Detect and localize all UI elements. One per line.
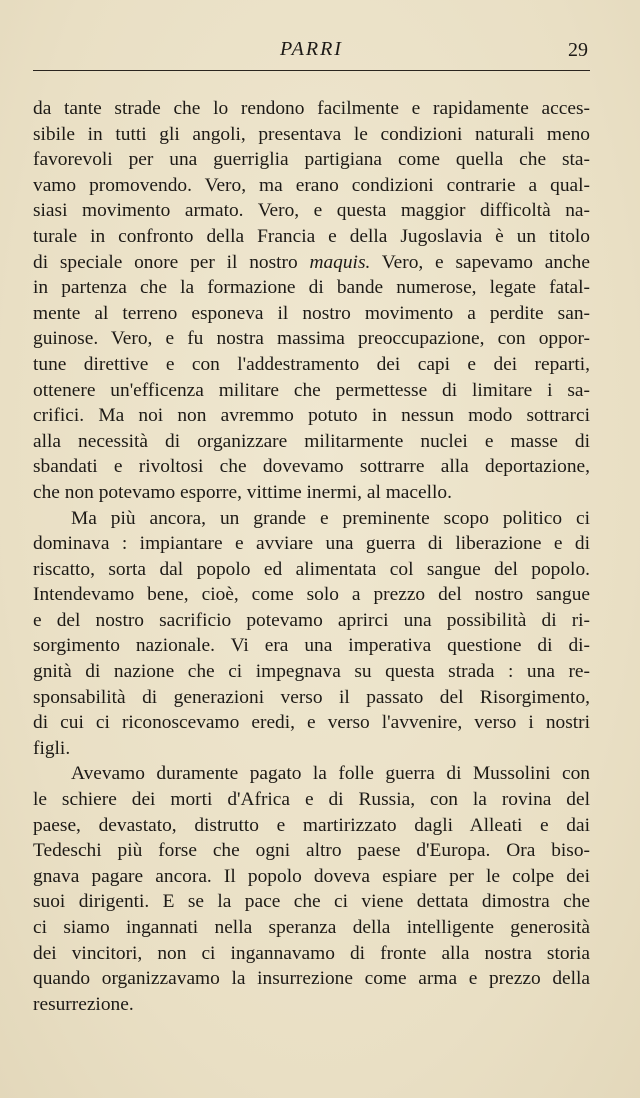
text-line: sponsabilità di generazioni verso il passato del Risorgimento, [33, 686, 590, 708]
text-line: suoi dirigenti. E se la pace che ci viene dettata dimostra che [33, 891, 590, 913]
book-page [33, 0, 590, 1098]
text-line-with-italic [33, 250, 590, 276]
text-line: crifici. Ma noi non avremmo potuto in nessun modo sottrarci [33, 405, 590, 427]
text-line: di cui ci riconoscevamo eredi, e verso l'avvenire, verso i nostri [33, 712, 590, 734]
page-number: 29 [568, 39, 588, 61]
text-line: paese, devastato, distrutto e martirizzato dagli Alleati e dai [33, 814, 590, 836]
text-line: favorevoli per una guerriglia partigiana come quella che sta- [33, 149, 590, 171]
text-line: sibile in tutti gli angoli, presentava le condizioni naturali meno [33, 123, 590, 145]
text-line: riscatto, sorta dal popolo ed alimentata col sangue del popolo. [33, 558, 590, 580]
text-line: Ma più ancora, un grande e preminente scopo politico ci [71, 507, 590, 529]
paragraph-3 [33, 761, 590, 1017]
text-line: alla necessità di organizzare militarmente nuclei e masse di [33, 430, 590, 452]
text-line: dominava : impiantare e avviare una guerra di liberazione e di [33, 533, 590, 555]
running-title: PARRI [280, 38, 343, 60]
text-line: gnava pagare ancora. Il popolo doveva espiare per le colpe dei [33, 865, 590, 887]
text-fragment: Vero, e sapevamo anche [370, 251, 590, 273]
text-line: Tedeschi più forse che ogni altro paese d'Europa. Ora biso- [33, 840, 590, 862]
header-rule [33, 70, 590, 71]
text-line: mente al terreno esponeva il nostro movimento a perdite san- [33, 302, 590, 324]
text-line: le schiere dei morti d'Africa e di Russia, con la rovina del [33, 789, 590, 811]
text-line: figli. [33, 737, 71, 759]
text-line: sorgimento nazionale. Vi era una imperativa questione di di- [33, 635, 590, 657]
text-line: gnità di nazione che ci impegnava su questa strada : una re- [33, 661, 590, 683]
text-line: Intendevamo bene, cioè, come solo a prezzo del nostro sangue [33, 584, 590, 606]
italic-word: maquis. [309, 251, 371, 273]
text-line: ci siamo ingannati nella speranza della intelligente generosità [33, 917, 590, 938]
text-line: turale in confronto della Francia e della Jugoslavia è un titolo [33, 225, 590, 247]
running-head [33, 36, 590, 66]
text-line: ottenere un'efficenza militare che permettesse di limitare i sa- [33, 379, 590, 401]
text-line: da tante strade che lo rendono facilmente e rapidamente acces- [33, 98, 590, 119]
text-line: e del nostro sacrificio potevamo aprirci una possibilità di ri- [33, 609, 590, 631]
text-line: guinose. Vero, e fu nostra massima preoccupazione, con oppor- [33, 328, 590, 350]
text-line: tune direttive e con l'addestramento dei capi e dei reparti, [33, 353, 590, 375]
text-line: dei vincitori, non ci ingannavamo di fronte alla nostra storia [33, 942, 590, 964]
text-line: siasi movimento armato. Vero, e questa maggior difficoltà na- [33, 200, 590, 222]
text-line: sbandati e rivoltosi che dovevamo sottrarre alla deportazione, [33, 456, 590, 478]
text-line: vamo promovendo. Vero, ma erano condizioni contrarie a qual- [33, 174, 590, 196]
paragraph-1 [33, 96, 590, 506]
body-text [33, 96, 590, 1017]
paragraph-2 [33, 506, 590, 762]
text-line: Avevamo duramente pagato la folle guerra di Mussolini con [71, 763, 590, 785]
text-line: quando organizzavamo la insurrezione come arma e prezzo della [33, 968, 590, 990]
text-line: che non potevamo esporre, vittime inermi, al macello. [33, 481, 452, 503]
text-line: resurrezione. [33, 993, 134, 1015]
text-line: in partenza che la formazione di bande numerose, legate fatal- [33, 277, 590, 299]
text-fragment: di speciale onore per il nostro [33, 251, 310, 273]
